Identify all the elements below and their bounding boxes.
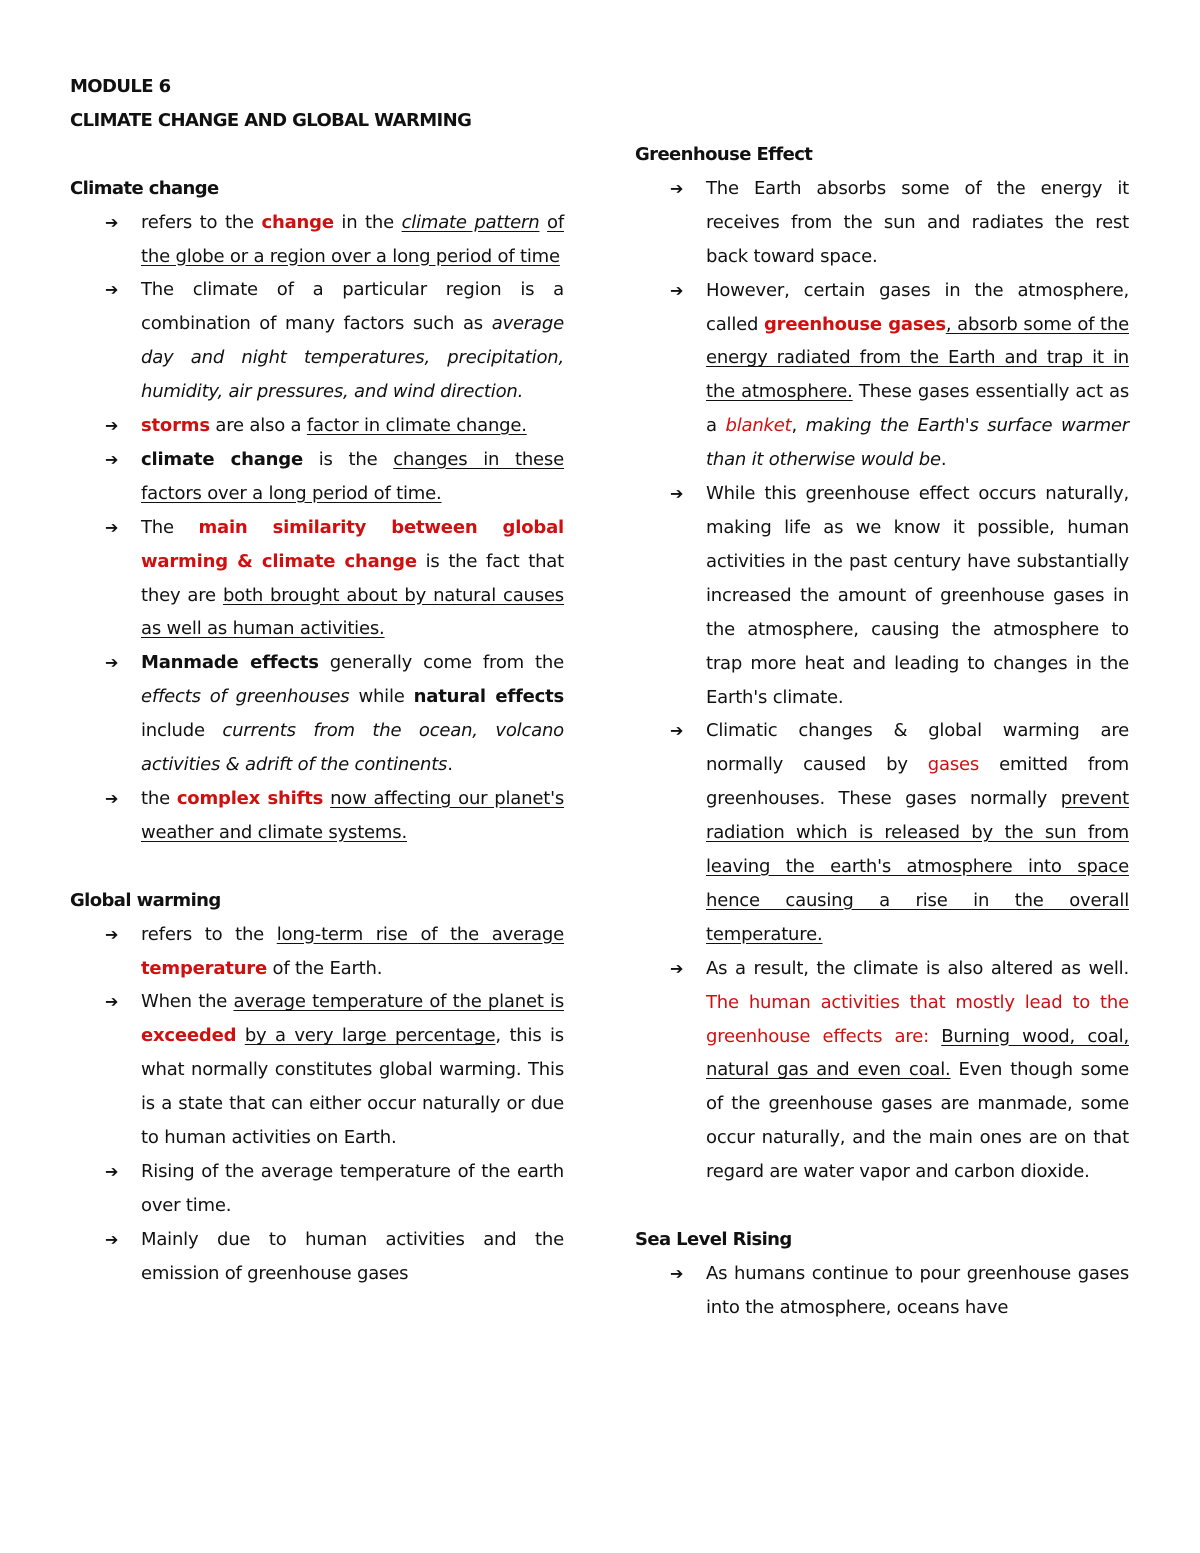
text-run: is the (302, 448, 394, 470)
list-item (70, 646, 564, 782)
text-run: climate pattern (401, 211, 540, 233)
list-item (635, 172, 1129, 274)
arrow-right-icon: ➔ (670, 721, 684, 741)
arrow-right-icon: ➔ (670, 178, 684, 198)
arrow-right-icon: ➔ (105, 789, 119, 809)
text-run: exceeded (141, 1025, 237, 1047)
text-run: factor in climate change. (306, 415, 527, 437)
text-run: blanket (725, 415, 792, 437)
text-run: include (141, 720, 223, 742)
text-run: main similarity between global warming & climate change (141, 516, 564, 572)
arrow-right-icon: ➔ (105, 1161, 119, 1181)
arrow-right-icon: ➔ (105, 992, 119, 1012)
arrow-right-icon: ➔ (105, 449, 119, 469)
list-item (70, 511, 564, 647)
text-run: both brought about by natural causes as well as human activities. (141, 584, 564, 640)
text-run: As a result, the climate is also altered as well. (706, 957, 1129, 979)
text-run: gases (927, 754, 980, 776)
text-run: currents from the ocean, volcano activities & adrift of the continents (141, 720, 564, 776)
text-run: by a very large percentage (244, 1025, 496, 1047)
text-run: However, certain gases in the atmosphere, called (706, 279, 1129, 335)
section-heading-climate-change: Climate change (70, 177, 219, 199)
module-title: CLIMATE CHANGE AND GLOBAL WARMING (70, 109, 472, 131)
text-run: emitted from greenhouses. These gases normally (706, 754, 1129, 810)
list-item (70, 409, 564, 443)
text-run: The climate of a particular region is a combination of many factors such as (141, 279, 564, 335)
text-run: changes in these factors over a long period of time. (141, 448, 564, 504)
text-run: Manmade effects (141, 652, 319, 674)
arrow-right-icon: ➔ (670, 484, 684, 504)
list-item (70, 1155, 564, 1223)
text-run: generally come from the (318, 652, 565, 674)
text-run (236, 1025, 245, 1046)
arrow-right-icon: ➔ (105, 212, 119, 232)
text-run: the (141, 788, 177, 810)
text-run: average day and night temperatures, precipitation, humidity, air pressures, and wind direction. (141, 313, 564, 403)
list-item (635, 714, 1129, 951)
text-run: greenhouse gases (764, 313, 946, 335)
text-run: When the (141, 991, 234, 1013)
sea-level-list (635, 1257, 1129, 1325)
text-run: making the Earth's surface warmer than it otherwise would be (706, 415, 1130, 471)
arrow-right-icon: ➔ (105, 517, 119, 537)
list-item (70, 985, 564, 1155)
list-item (70, 782, 564, 850)
text-run: Climatic changes & global warming are normally caused by (706, 720, 1129, 776)
text-run: while (349, 686, 414, 708)
list-item (70, 918, 564, 986)
section-heading-global-warming: Global warming (70, 889, 221, 911)
arrow-right-icon: ➔ (105, 416, 119, 436)
global-warming-list (70, 918, 564, 1291)
arrow-right-icon: ➔ (670, 1263, 684, 1283)
list-item (70, 443, 564, 511)
text-run: , (791, 415, 806, 437)
text-run: The Earth absorbs some of the energy it receives from the sun and radiates the rest back toward space. (706, 177, 1129, 267)
text-run: in the (333, 211, 402, 233)
text-run: is the fact that they are (141, 550, 564, 606)
text-run: Even though some of the greenhouse gases are manmade, some occur naturally, and the main ones are on that regard are water vapor and carbon dioxide. (706, 1059, 1129, 1183)
text-run: As humans continue to pour greenhouse gases into the atmosphere, oceans have (706, 1262, 1129, 1318)
text-run: are also a (209, 415, 307, 437)
text-run: Mainly due to human activities and the emission of greenhouse gases (141, 1228, 564, 1284)
text-run: of the Earth. (267, 957, 383, 979)
text-run: , this is what normally constitutes global warming. This is a state that can either occur naturally or due to human activities on Earth. (141, 1025, 564, 1149)
climate-change-list (70, 206, 564, 850)
list-item (70, 1223, 564, 1291)
arrow-right-icon: ➔ (670, 280, 684, 300)
text-run: effects of greenhouses (141, 686, 350, 708)
text-run: complex shifts (176, 788, 324, 810)
text-run: These gases essentially act as a (706, 381, 1129, 437)
text-run: prevent radiation which is released by the sun from leaving the earth's atmosphere into space hence causing a rise in the overall temperature. (706, 788, 1129, 945)
greenhouse-effect-list (635, 172, 1129, 1189)
section-heading-sea-level-rising: Sea Level Rising (635, 1228, 792, 1250)
text-run: of the globe or a region over a long period of time (141, 211, 564, 267)
arrow-right-icon: ➔ (105, 280, 119, 300)
arrow-right-icon: ➔ (670, 958, 684, 978)
list-item (70, 206, 564, 274)
text-run: temperature (141, 957, 267, 979)
list-item (70, 273, 564, 409)
list-item (635, 477, 1129, 714)
list-item (635, 1257, 1129, 1325)
text-run: While this greenhouse effect occurs naturally, making life as we know it possible, human activities in the past century have substantially increased the amount of greenhouse gases in the atmosphere, causing the atmosphere to trap more heat and leading to changes in the Earth's climate. (706, 483, 1129, 708)
text-run: . (940, 449, 947, 471)
text-run: climate change (141, 448, 303, 470)
text-run: now affecting our planet's weather and climate systems. (141, 788, 564, 843)
list-item (635, 274, 1129, 477)
text-run: The (141, 516, 199, 538)
arrow-right-icon: ➔ (105, 653, 119, 673)
text-run: refers to the (141, 211, 262, 233)
text-run: . (447, 754, 453, 776)
text-run: Rising of the average temperature of the earth over time. (141, 1160, 564, 1216)
right-column (635, 138, 1129, 1325)
text-run: , absorb some of the energy radiated from the Earth and trap it in the atmosphere. (706, 313, 1129, 403)
left-column (70, 70, 564, 1291)
text-run (539, 212, 547, 233)
text-run: Burning wood, coal, natural gas and even coal. (706, 1025, 1129, 1081)
text-run: natural effects (413, 686, 564, 708)
arrow-right-icon: ➔ (105, 1229, 119, 1249)
arrow-right-icon: ➔ (105, 924, 119, 944)
text-run: storms (141, 415, 210, 437)
module-label: MODULE 6 (70, 76, 171, 97)
text-run: change (261, 211, 334, 233)
text-run: refers to the (141, 923, 277, 945)
section-heading-greenhouse-effect: Greenhouse Effect (635, 144, 813, 165)
text-run: The human activities that mostly lead to the greenhouse effects are: (706, 991, 1129, 1047)
text-run: average temperature of the planet is (233, 991, 564, 1013)
text-run: long-term rise of the average (276, 923, 564, 945)
list-item (635, 952, 1129, 1189)
